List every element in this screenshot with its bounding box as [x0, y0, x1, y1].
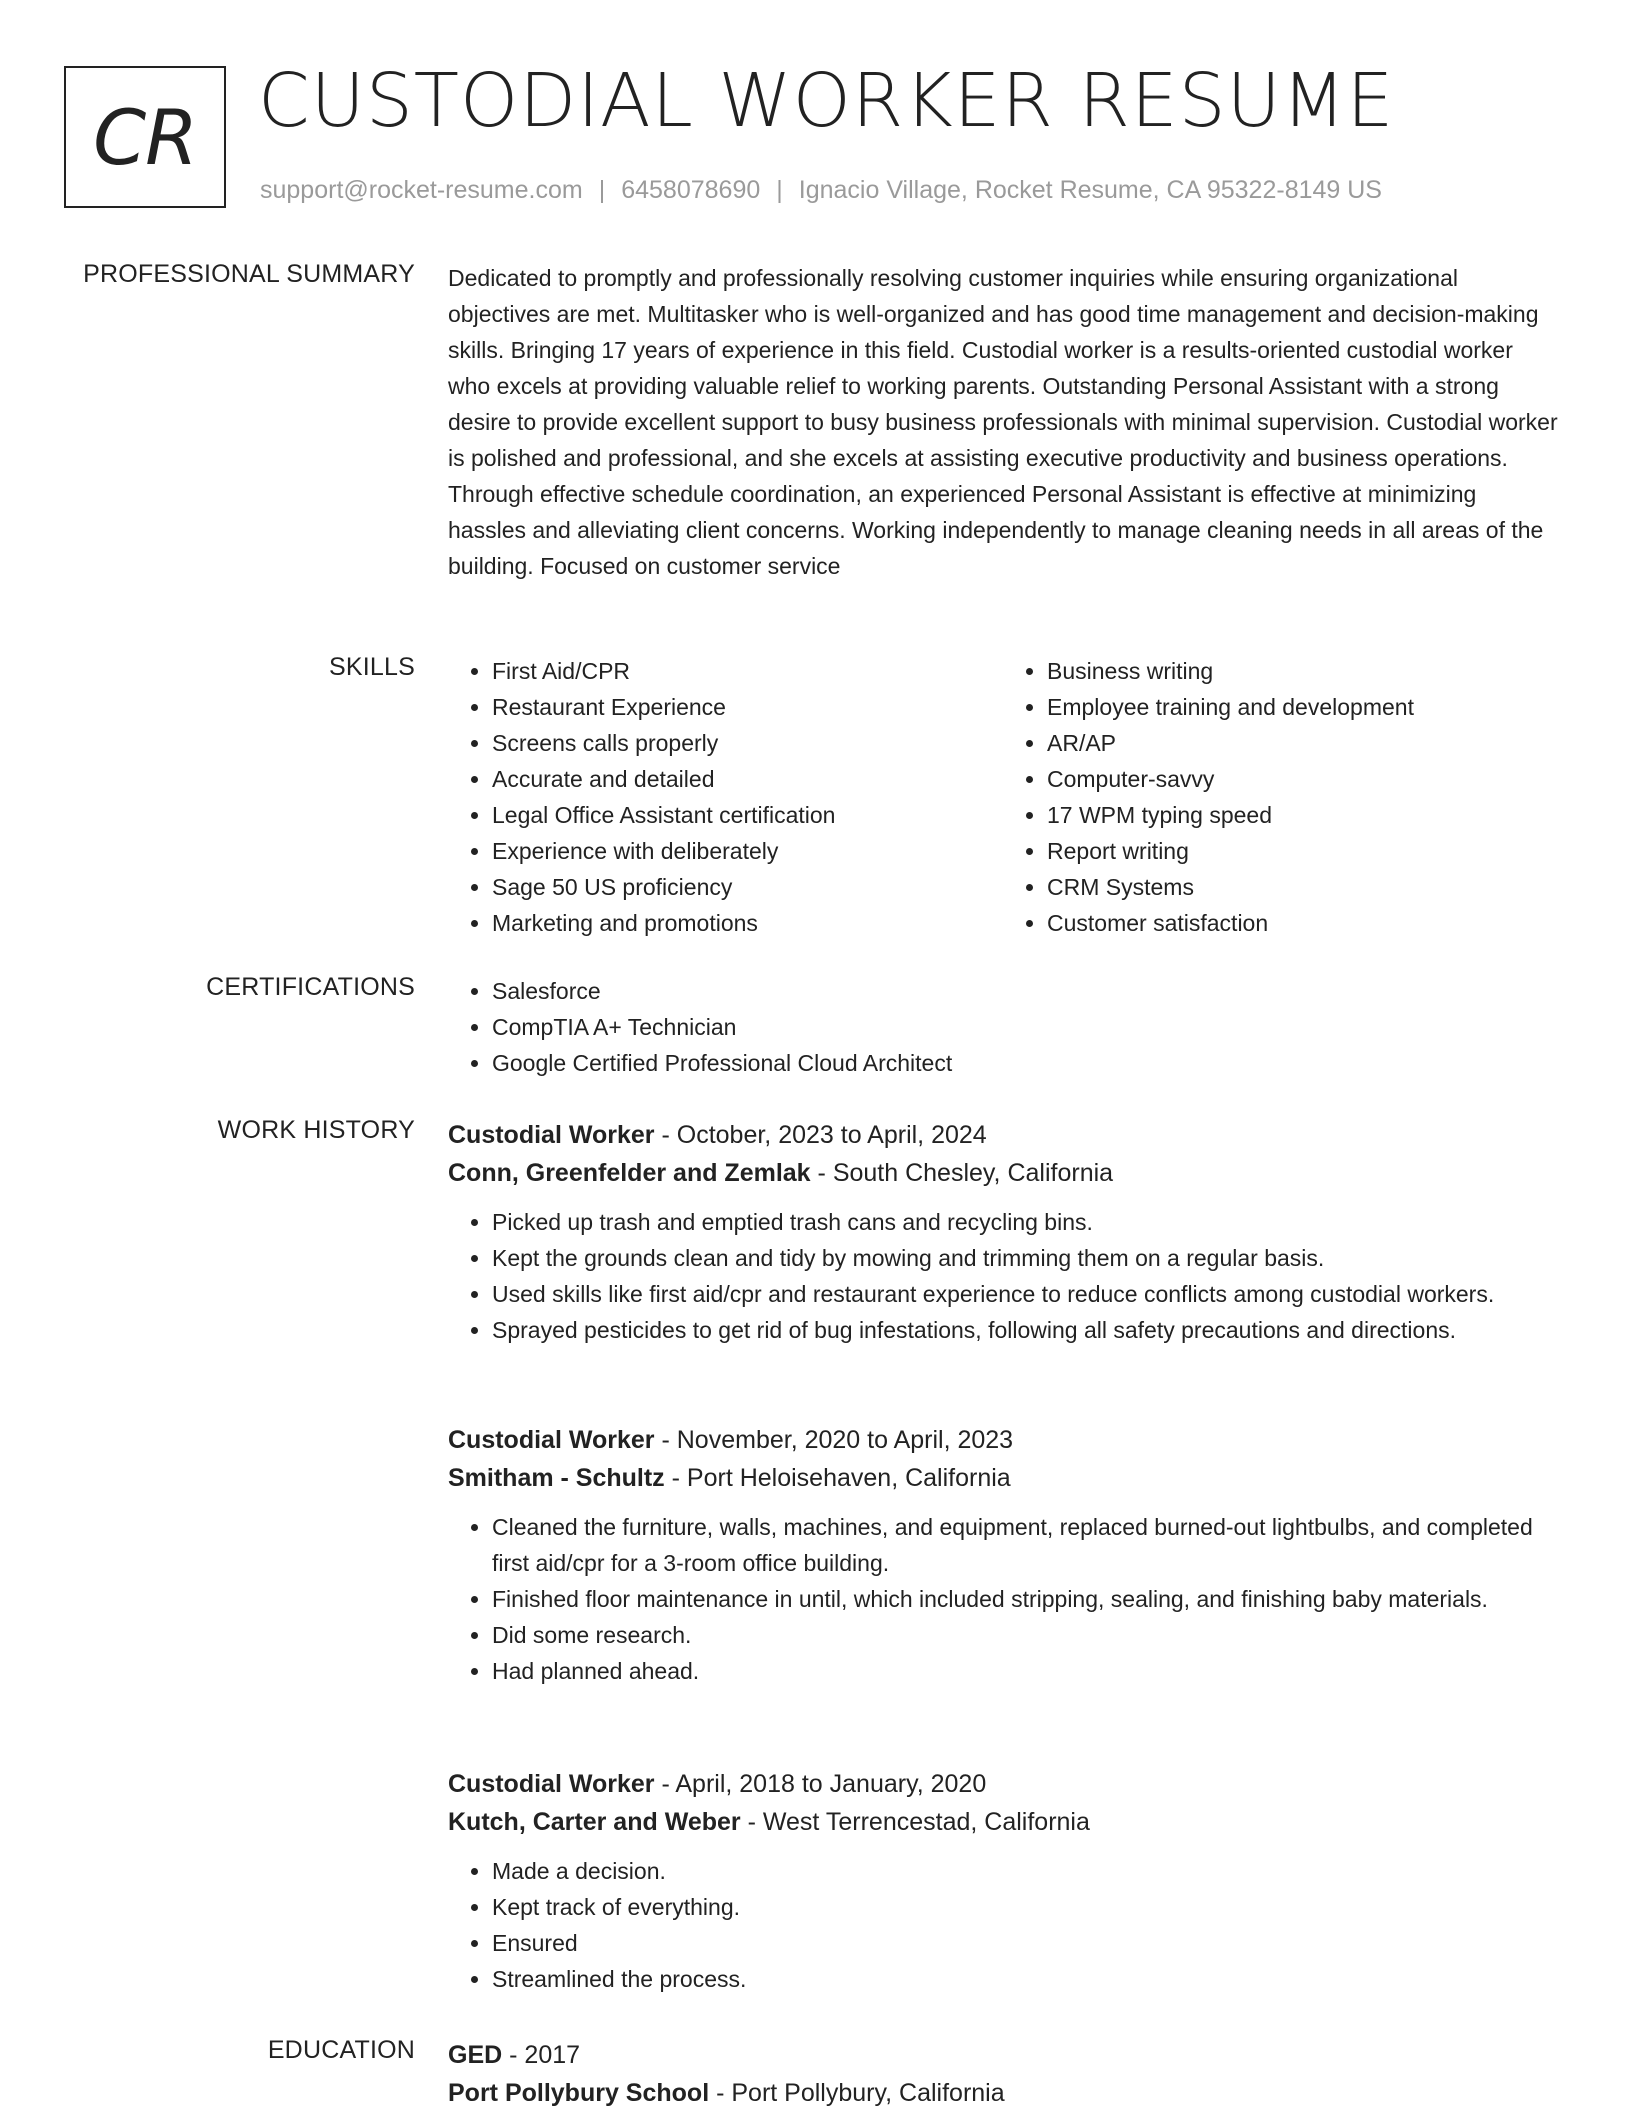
- job-company-line: [448, 1154, 1558, 1192]
- job-title: Custodial Worker: [448, 1770, 655, 1798]
- job-bullet: • Did some research.: [492, 1617, 1558, 1653]
- skill-item: • Employee training and development: [1047, 689, 1558, 725]
- job-entry: [448, 1765, 1558, 2035]
- monogram-logo: CR: [64, 66, 226, 208]
- certifications-list: [448, 973, 1558, 1081]
- job-title-line: [448, 1421, 1558, 1459]
- skill-item: • Experience with deliberately: [492, 833, 1003, 869]
- job-entry: [448, 1421, 1558, 1765]
- job-bullet: • Kept track of everything.: [492, 1889, 1558, 1925]
- job-bullet: • Made a decision.: [492, 1853, 1558, 1889]
- job-location: - West Terrencestad, California: [747, 1808, 1090, 1836]
- education-school-line: [448, 2074, 1558, 2112]
- skill-item: • Restaurant Experience: [492, 689, 1003, 725]
- skill-item: • 17 WPM typing speed: [1047, 797, 1558, 833]
- job-entry: [448, 1116, 1558, 1421]
- education-degree: GED: [448, 2041, 503, 2069]
- skill-item: • Report writing: [1047, 833, 1558, 869]
- job-bullet: • Had planned ahead.: [492, 1653, 1558, 1689]
- job-bullet: • Picked up trash and emptied trash cans and recycling bins.: [492, 1204, 1558, 1240]
- contact-phone[interactable]: 6458078690: [621, 176, 761, 204]
- skill-item: • Customer satisfaction: [1047, 905, 1558, 941]
- job-company: Smitham - Schultz: [448, 1464, 665, 1492]
- job-title: Custodial Worker: [448, 1121, 655, 1149]
- job-bullet: • Kept the grounds clean and tidy by mowing and trimming them on a regular basis.: [492, 1240, 1558, 1276]
- job-dates: - April, 2018 to January, 2020: [661, 1770, 987, 1798]
- skill-item: • Screens calls properly: [492, 725, 1003, 761]
- contact-email[interactable]: support@rocket-resume.com: [260, 176, 583, 204]
- job-company: Conn, Greenfelder and Zemlak: [448, 1159, 811, 1187]
- job-bullet: • Finished floor maintenance in until, which included stripping, sealing, and finishing baby materials.: [492, 1581, 1558, 1617]
- job-bullet: • Ensured: [492, 1925, 1558, 1961]
- skills-heading: SKILLS: [329, 653, 415, 681]
- resume-title: CUSTODIAL WORKER RESUME: [258, 58, 1395, 144]
- skill-item: • Legal Office Assistant certification: [492, 797, 1003, 833]
- job-dates: - October, 2023 to April, 2024: [661, 1121, 987, 1149]
- job-bullets: [448, 1204, 1558, 1348]
- skills-list-right: [1003, 653, 1558, 941]
- job-location: - South Chesley, California: [817, 1159, 1114, 1187]
- education-degree-line: [448, 2036, 1558, 2074]
- job-dates: - November, 2020 to April, 2023: [661, 1426, 1014, 1454]
- skill-item: • Marketing and promotions: [492, 905, 1003, 941]
- education-location: - Port Pollybury, California: [716, 2079, 1005, 2107]
- job-company: Kutch, Carter and Weber: [448, 1808, 741, 1836]
- certification-item: • Salesforce: [492, 973, 1558, 1009]
- skill-item: • First Aid/CPR: [492, 653, 1003, 689]
- education-year: - 2017: [509, 2041, 581, 2069]
- education-heading: EDUCATION: [267, 2036, 415, 2064]
- job-company-line: [448, 1459, 1558, 1497]
- skill-item: • CRM Systems: [1047, 869, 1558, 905]
- job-title-line: [448, 1765, 1558, 1803]
- job-title: Custodial Worker: [448, 1426, 655, 1454]
- certification-item: • Google Certified Professional Cloud Architect: [492, 1045, 1558, 1081]
- skills-list-left: [448, 653, 1003, 941]
- skill-item: • Accurate and detailed: [492, 761, 1003, 797]
- job-bullet: • Used skills like first aid/cpr and restaurant experience to reduce conflicts among custodial workers.: [492, 1276, 1558, 1312]
- summary-heading: PROFESSIONAL SUMMARY: [83, 260, 415, 288]
- skill-item: • Sage 50 US proficiency: [492, 869, 1003, 905]
- certification-item: • CompTIA A+ Technician: [492, 1009, 1558, 1045]
- contact-separator: |: [598, 176, 606, 204]
- job-location: - Port Heloisehaven, California: [671, 1464, 1011, 1492]
- skill-item: • Business writing: [1047, 653, 1558, 689]
- certifications-heading: CERTIFICATIONS: [206, 973, 415, 1001]
- job-company-line: [448, 1803, 1558, 1841]
- contact-address: Ignacio Village, Rocket Resume, CA 95322-8149 US: [798, 176, 1382, 204]
- job-title-line: [448, 1116, 1558, 1154]
- job-bullet: • Streamlined the process.: [492, 1961, 1558, 1997]
- skill-item: • AR/AP: [1047, 725, 1558, 761]
- work-history-heading: WORK HISTORY: [217, 1116, 415, 1144]
- education-school: Port Pollybury School: [448, 2079, 710, 2107]
- contact-line: [260, 176, 1382, 205]
- job-bullet: • Sprayed pesticides to get rid of bug infestations, following all safety precautions and directions.: [492, 1312, 1558, 1348]
- job-bullets: [448, 1853, 1558, 1997]
- job-bullet: • Cleaned the furniture, walls, machines, and equipment, replaced burned-out lightbulbs, and completed first aid/cpr for a 3-room office building.: [492, 1509, 1558, 1581]
- job-bullets: [448, 1509, 1558, 1689]
- contact-separator: |: [776, 176, 783, 204]
- skill-item: • Computer-savvy: [1047, 761, 1558, 797]
- summary-text: Dedicated to promptly and professionally resolving customer inquiries while ensuring organizational objectives are met. Multitasker who is well-organized and has good time management and decision-making skills. Bringing 17 years of experience in this field. Custodial worker is a results-oriented custodial worker who excels at providing valuable relief to working parents. Outstanding Personal Assistant with a strong desire to provide excellent support to busy business professionals with minimal supervision. Custodial worker is polished and professional, and she excels at assisting executive productivity and business operations. Through effective schedule coordination, an experienced Personal Assistant is effective at minimizing hassles and alleviating client concerns. Working independently to manage cleaning needs in all areas of the building. Focused on customer service: [448, 265, 1558, 579]
